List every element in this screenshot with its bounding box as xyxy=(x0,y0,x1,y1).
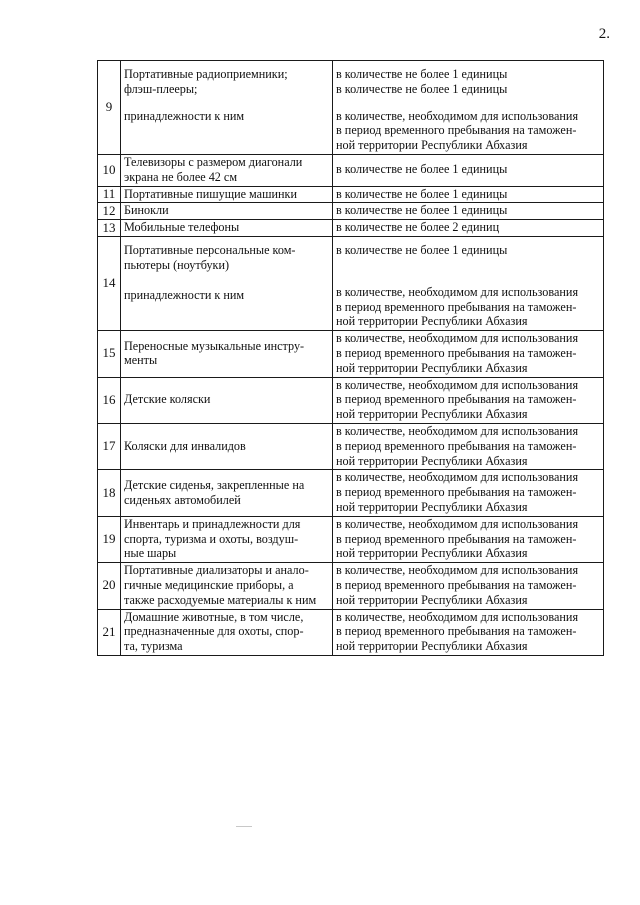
item-name-cell xyxy=(121,220,333,237)
item-name-line: Портативные радиоприемники; xyxy=(124,67,288,81)
item-name-cell xyxy=(121,516,333,562)
quantity-cell xyxy=(333,154,604,186)
item-name-cell xyxy=(121,203,333,220)
item-name-line: пьютеры (ноутбуки) xyxy=(124,257,230,272)
item-name-line: Детские сиденья, закрепленные на xyxy=(124,477,305,492)
quantity-line: ной территории Республики Абхазия xyxy=(336,639,528,654)
table-row xyxy=(98,154,604,186)
goods-table xyxy=(97,60,604,656)
item-name-cell xyxy=(121,236,333,330)
item-name-cell xyxy=(121,563,333,609)
row-number: 10 xyxy=(98,154,121,186)
table-row xyxy=(98,470,604,516)
page-number: 2. xyxy=(598,26,610,42)
quantity-line: в период временного пребывания на таможен- xyxy=(336,531,577,546)
quantity-line: в количестве, необходимом для использования xyxy=(336,470,579,485)
quantity-line: ной территории Республики Абхазия xyxy=(336,360,528,375)
row-number: 17 xyxy=(98,423,121,469)
quantity-line: в количестве, необходимом для использования xyxy=(336,284,579,299)
quantity-line: в период временного пребывания на таможен- xyxy=(336,299,577,314)
table-row xyxy=(98,563,604,609)
quantity-cell xyxy=(333,563,604,609)
row-number: 14 xyxy=(98,236,121,330)
item-name-line: принадлежности к ним xyxy=(124,287,245,302)
scan-mark xyxy=(236,826,252,827)
quantity-line: в количестве не более 1 единицы xyxy=(336,67,508,81)
quantity-line: в количестве, необходимом для использования xyxy=(336,563,579,578)
item-name-line: Домашние животные, в том числе, xyxy=(124,609,304,624)
quantity-line: ной территории Республики Абхазия xyxy=(336,546,528,561)
item-name-cell xyxy=(121,609,333,655)
quantity-line: ной территории Республики Абхазия xyxy=(336,407,528,422)
item-name-cell xyxy=(121,423,333,469)
row-number: 21 xyxy=(98,609,121,655)
table-row xyxy=(98,203,604,220)
table-row xyxy=(98,609,604,655)
item-name-line: флэш-плееры; xyxy=(124,81,198,96)
quantity-line: в количестве не более 2 единиц xyxy=(336,220,500,235)
quantity-line: в количестве, необходимом для использования xyxy=(336,609,579,624)
quantity-line: ной территории Республики Абхазия xyxy=(336,314,528,329)
row-number: 13 xyxy=(98,220,121,237)
row-number: 9 xyxy=(98,61,121,155)
quantity-cell xyxy=(333,470,604,516)
quantity-line: в количестве не более 1 единицы xyxy=(336,81,508,96)
quantity-line: ной территории Республики Абхазия xyxy=(336,499,528,514)
table-row xyxy=(98,423,604,469)
row-number: 15 xyxy=(98,331,121,377)
item-name-line: Телевизоры с размером диагонали xyxy=(124,154,303,169)
item-name-cell xyxy=(121,61,333,155)
table-row xyxy=(98,61,604,155)
item-name-cell xyxy=(121,377,333,423)
quantity-line: ной территории Республики Абхазия xyxy=(336,138,528,153)
quantity-cell xyxy=(333,203,604,220)
quantity-cell xyxy=(333,423,604,469)
quantity-line: в количестве, необходимом для использования xyxy=(336,108,579,123)
row-number: 12 xyxy=(98,203,121,220)
row-number: 19 xyxy=(98,516,121,562)
quantity-cell xyxy=(333,516,604,562)
quantity-line: ной территории Республики Абхазия xyxy=(336,592,528,607)
row-number: 20 xyxy=(98,563,121,609)
item-name-cell xyxy=(121,154,333,186)
item-name-line: спорта, туризма и охоты, воздуш- xyxy=(124,531,299,546)
item-name-line: также расходуемые материалы к ним xyxy=(124,592,317,607)
item-name-cell xyxy=(121,186,333,203)
table-row xyxy=(98,220,604,237)
item-name-line: экрана не более 42 см xyxy=(124,169,238,184)
quantity-cell xyxy=(333,377,604,423)
quantity-line: в период временного пребывания на таможен- xyxy=(336,392,577,407)
quantity-line: в период временного пребывания на таможен- xyxy=(336,345,577,360)
item-name-line: Бинокли xyxy=(124,203,169,218)
item-name-line: Портативные персональные ком- xyxy=(124,242,296,257)
item-name-line: гичные медицинские приборы, а xyxy=(124,577,294,592)
quantity-cell xyxy=(333,609,604,655)
item-name-line: менты xyxy=(124,353,158,368)
quantity-cell xyxy=(333,220,604,237)
item-name-line: принадлежности к ним xyxy=(124,108,245,123)
quantity-line: в количестве, необходимом для использования xyxy=(336,516,579,531)
item-name-line: Инвентарь и принадлежности для xyxy=(124,516,301,531)
quantity-cell xyxy=(333,236,604,330)
quantity-line: в количестве не более 1 единицы xyxy=(336,186,508,201)
item-name-line: Детские коляски xyxy=(124,392,211,407)
item-name-line: Портативные пишущие машинки xyxy=(124,186,297,201)
quantity-cell xyxy=(333,186,604,203)
item-name-line: сиденьях автомобилей xyxy=(124,492,241,507)
item-name-line: ные шары xyxy=(124,546,177,561)
table-row xyxy=(98,516,604,562)
item-name-line: Переносные музыкальные инстру- xyxy=(124,338,305,353)
row-number: 11 xyxy=(98,186,121,203)
quantity-line: в количестве не более 1 единицы xyxy=(336,162,508,177)
quantity-line: в период временного пребывания на таможен- xyxy=(336,123,577,138)
quantity-line: в количестве, необходимом для использования xyxy=(336,423,579,438)
quantity-line: в период временного пребывания на таможен- xyxy=(336,485,577,500)
item-name-cell xyxy=(121,331,333,377)
table-row xyxy=(98,377,604,423)
quantity-line: в количестве, необходимом для использования xyxy=(336,377,579,392)
table-row xyxy=(98,331,604,377)
item-name-line: та, туризма xyxy=(124,639,183,654)
quantity-line: в количестве, необходимом для использования xyxy=(336,331,579,346)
table-row xyxy=(98,186,604,203)
item-name-line: Мобильные телефоны xyxy=(124,220,240,235)
item-name-line: предназначенные для охоты, спор- xyxy=(124,624,304,639)
table-row xyxy=(98,236,604,330)
row-number: 18 xyxy=(98,470,121,516)
quantity-line: ной территории Республики Абхазия xyxy=(336,453,528,468)
quantity-line: в период временного пребывания на таможен- xyxy=(336,438,577,453)
item-name-line: Коляски для инвалидов xyxy=(124,438,246,453)
quantity-cell xyxy=(333,61,604,155)
row-number: 16 xyxy=(98,377,121,423)
item-name-line: Портативные диализаторы и анало- xyxy=(124,563,309,578)
quantity-line: в количестве не более 1 единицы xyxy=(336,203,508,218)
quantity-line: в количестве не более 1 единицы xyxy=(336,242,508,257)
quantity-line: в период временного пребывания на таможен- xyxy=(336,624,577,639)
quantity-cell xyxy=(333,331,604,377)
quantity-line: в период временного пребывания на таможен- xyxy=(336,577,577,592)
item-name-cell xyxy=(121,470,333,516)
